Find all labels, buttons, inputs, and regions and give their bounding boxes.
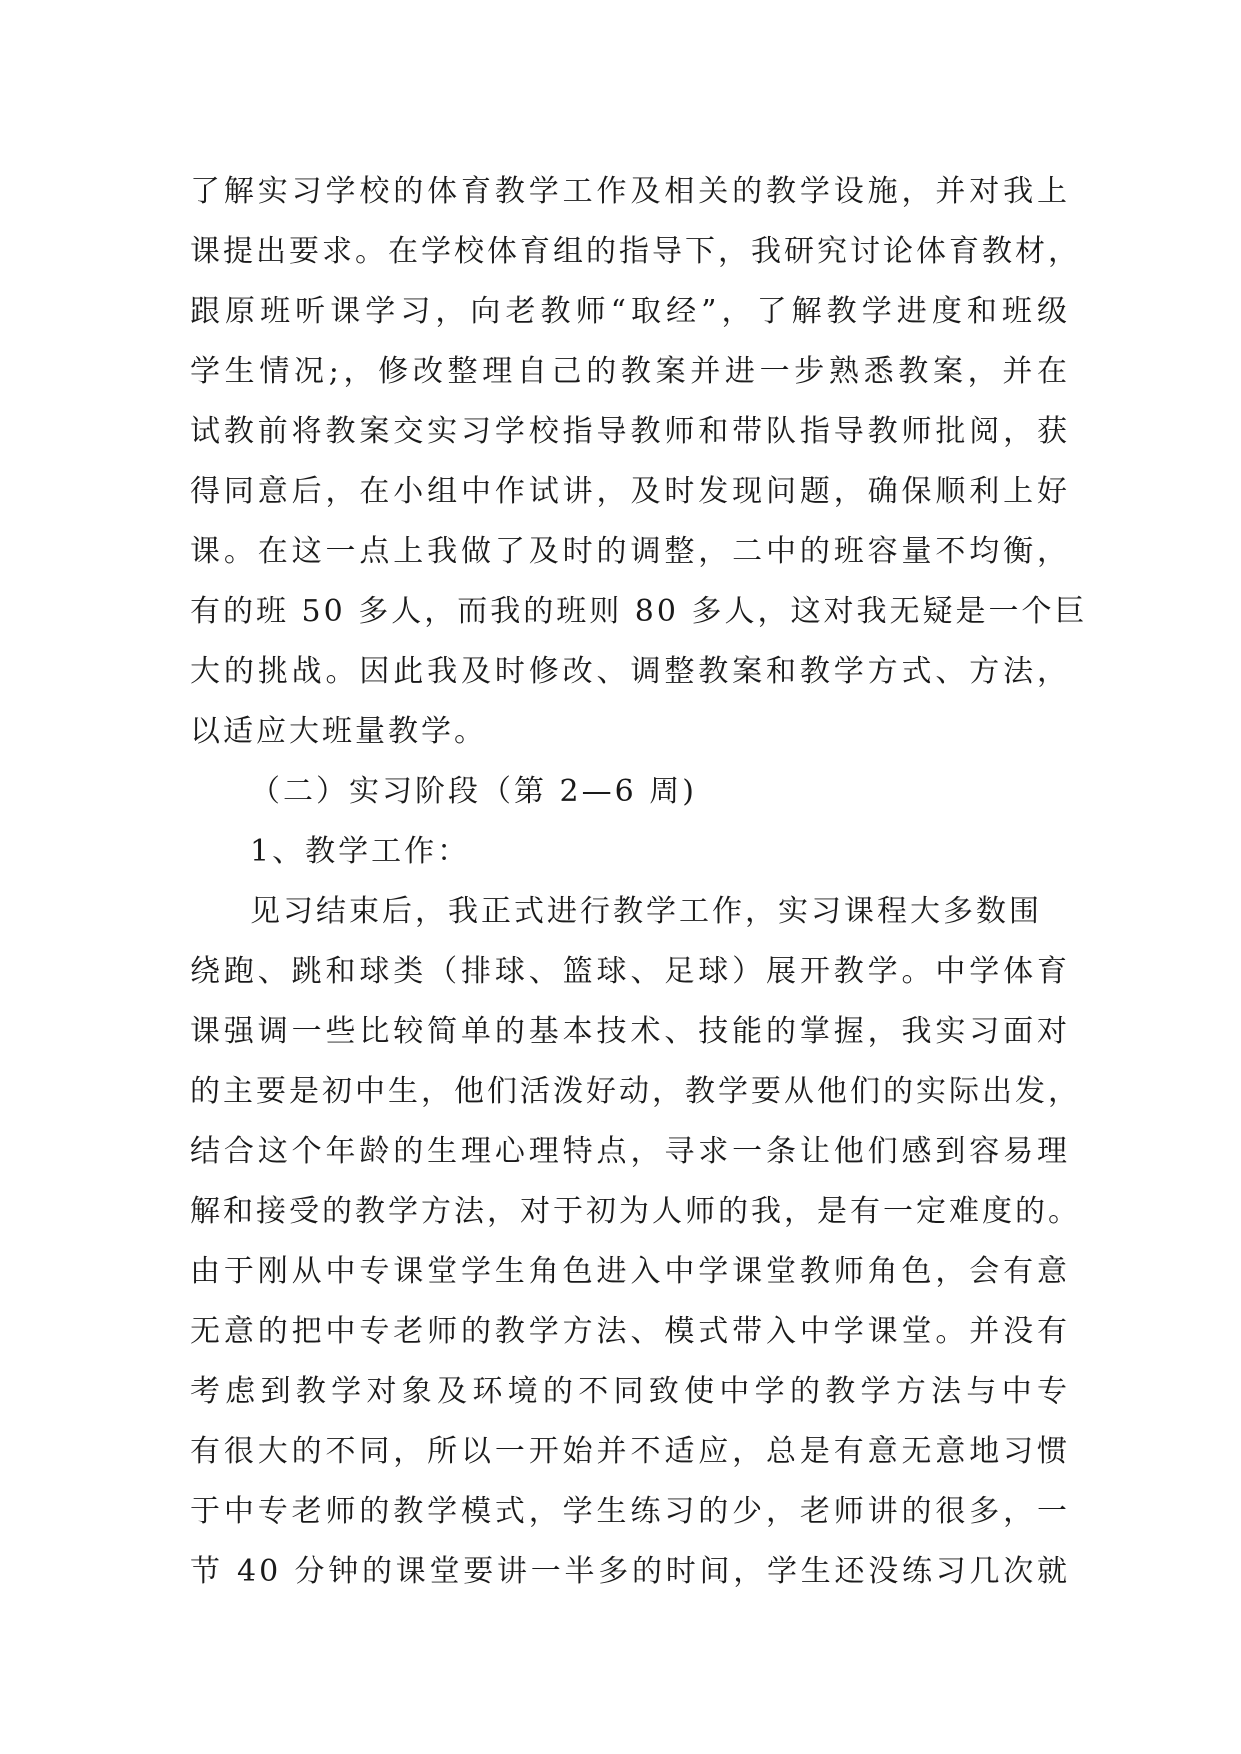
section-heading: （二）实习阶段（第 2—6 周) [250, 774, 697, 809]
text-line: 由于刚从中专课堂学生角色进入中学课堂教师角色，会有意 [190, 1254, 1070, 1289]
text-line: 得同意后，在小组中作试讲，及时发现问题，确保顺利上好 [190, 474, 1070, 509]
text-line: 以适应大班量教学。 [190, 714, 487, 749]
text-line: 有的班 50 多人，而我的班则 80 多人，这对我无疑是一个巨 [190, 594, 1088, 629]
text-line: 无意的把中专老师的教学方法、模式带入中学课堂。并没有 [190, 1314, 1070, 1349]
text-line: 课。在这一点上我做了及时的调整，二中的班容量不均衡， [190, 534, 1070, 569]
text-line: 学生情况;，修改整理自己的教案并进一步熟悉教案，并在 [190, 354, 1070, 389]
text-line: 的主要是初中生，他们活泼好动，教学要从他们的实际出发， [190, 1074, 1081, 1109]
text-line: 课强调一些比较简单的基本技术、技能的掌握，我实习面对 [190, 1014, 1070, 1049]
document-body [190, 162, 1088, 1602]
text-line: 于中专老师的教学模式，学生练习的少，老师讲的很多，一 [190, 1494, 1070, 1529]
text-line: 跟原班听课学习，向老教师“取经”，了解教学进度和班级 [190, 294, 1070, 329]
text-line: 大的挑战。因此我及时修改、调整教案和教学方式、方法， [190, 654, 1070, 689]
text-line: 绕跑、跳和球类（排球、篮球、足球）展开教学。中学体育 [190, 954, 1070, 989]
text-line: 考虑到教学对象及环境的不同致使中学的教学方法与中专 [190, 1374, 1070, 1409]
text-line: 课提出要求。在学校体育组的指导下，我研究讨论体育教材， [190, 234, 1081, 269]
text-line: 结合这个年龄的生理心理特点，寻求一条让他们感到容易理 [190, 1134, 1070, 1169]
text-line: 有很大的不同，所以一开始并不适应，总是有意无意地习惯 [190, 1434, 1070, 1469]
text-line: 了解实习学校的体育教学工作及相关的教学设施，并对我上 [190, 174, 1070, 209]
subsection-heading: 1、教学工作： [250, 834, 471, 869]
text-line: 节 40 分钟的课堂要讲一半多的时间，学生还没练习几次就 [190, 1554, 1070, 1589]
paragraph-first-line: 见习结束后，我正式进行教学工作，实习课程大多数围 [250, 894, 1042, 929]
text-line: 试教前将教案交实习学校指导教师和带队指导教师批阅，获 [190, 414, 1070, 449]
text-line: 解和接受的教学方法，对于初为人师的我，是有一定难度的。 [190, 1194, 1081, 1229]
